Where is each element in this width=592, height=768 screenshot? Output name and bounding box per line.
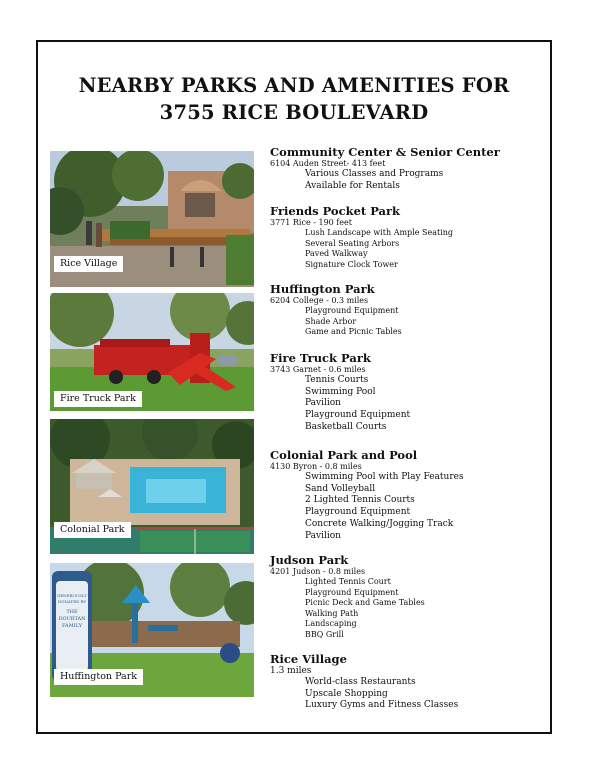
sign-text-4: DOURTAN — [58, 616, 86, 622]
amenity-item: Signature Clock Tower — [305, 259, 398, 269]
section-address: 6104 Auden Street- 413 feet — [270, 159, 386, 168]
section-community-center — [270, 145, 540, 192]
amenity-item: Luxury Gyms and Fitness Classes — [305, 700, 459, 711]
amenity-item: Shade Arbor — [305, 316, 357, 326]
section-title: Rice Village — [270, 652, 347, 666]
amenity-item: Several Seating Arbors — [305, 238, 400, 248]
photo-rice-village — [50, 151, 254, 287]
amenity-item: Swimming Pool with Play Features — [305, 472, 464, 482]
amenity-item: Paved Walkway — [305, 249, 368, 258]
amenity-item: Sand Volleyball — [305, 483, 376, 494]
section-colonial-park — [270, 448, 540, 542]
amenity-list — [270, 677, 540, 712]
amenity-item: Basketball Courts — [305, 421, 387, 432]
section-address: 3771 Rice - 190 feet — [270, 218, 352, 227]
photo-caption: Fire Truck Park — [54, 391, 142, 407]
page-title-line2: 3755 RICE BOULEVARD — [159, 101, 429, 124]
sign-text-2: DONATED BY — [57, 599, 87, 604]
amenity-item: BBQ Grill — [305, 629, 344, 639]
amenity-item: Playground Equipment — [305, 306, 399, 315]
amenity-item: Walking Path — [305, 608, 359, 618]
section-address: 4130 Byron - 0.8 miles — [270, 462, 362, 471]
amenity-item: Playground Equipment — [305, 587, 399, 597]
photo-colonial-park — [50, 419, 254, 554]
amenity-item: Pavilion — [305, 530, 341, 541]
photo-caption: Huffington Park — [54, 669, 143, 685]
section-judson-park — [270, 553, 540, 640]
amenity-item: 2 Lighted Tennis Courts — [305, 495, 415, 506]
amenity-item: Playground Equipment — [305, 507, 411, 518]
section-title: Community Center & Senior Center — [270, 145, 500, 159]
amenity-item: Picnic Deck and Game Tables — [305, 598, 425, 607]
sign-text-5: FAMILY — [61, 623, 83, 629]
photo-caption: Colonial Park — [54, 522, 131, 538]
amenity-item: Playground Equipment — [305, 410, 411, 421]
section-title: Colonial Park and Pool — [270, 448, 418, 462]
amenity-list — [270, 169, 540, 192]
section-fire-truck-park — [270, 351, 540, 434]
amenity-item: Available for Rentals — [305, 180, 400, 191]
section-title: Judson Park — [270, 553, 349, 567]
amenity-item: Landscaping — [305, 619, 357, 628]
section-huffington-park — [270, 282, 540, 338]
section-rice-village — [270, 652, 540, 712]
page-title-line1: NEARBY PARKS AND AMENITIES FOR — [78, 74, 510, 97]
photo-fire-truck-park — [50, 293, 254, 411]
amenity-item: Tennis Courts — [305, 375, 369, 385]
amenity-list — [270, 375, 540, 434]
photo-huffington-park — [50, 563, 254, 697]
amenity-list — [270, 306, 540, 338]
section-title: Friends Pocket Park — [270, 204, 401, 218]
section-title: Fire Truck Park — [270, 351, 371, 365]
amenity-list — [270, 577, 540, 640]
amenity-item: Swimming Pool — [305, 386, 376, 397]
amenity-item: Game and Picnic Tables — [305, 327, 402, 336]
amenity-item: Various Classes and Programs — [305, 169, 444, 179]
amenity-item: Lighted Tennis Court — [305, 577, 391, 586]
section-friends-pocket-park — [270, 204, 540, 270]
sign-text-1: GENEROUSLY — [57, 593, 87, 598]
section-address: 1.3 miles — [270, 666, 312, 676]
sign-text-3: THE — [66, 609, 78, 615]
amenity-list — [270, 472, 540, 542]
amenity-item: Lush Landscape with Ample Seating — [305, 228, 454, 237]
section-title: Huffington Park — [270, 282, 375, 296]
photo-caption: Rice Village — [54, 256, 123, 272]
amenity-item: Pavilion — [305, 398, 341, 409]
amenity-list — [270, 228, 540, 270]
amenity-item: Upscale Shopping — [305, 688, 388, 699]
section-address: 6204 College - 0.3 miles — [270, 296, 369, 305]
section-address: 4201 Judson - 0.8 miles — [270, 567, 366, 576]
amenity-item: World-class Restaurants — [305, 677, 416, 687]
section-address: 3743 Garnet - 0.6 miles — [270, 365, 366, 374]
amenity-item: Concrete Walking/Jogging Track — [305, 518, 454, 529]
